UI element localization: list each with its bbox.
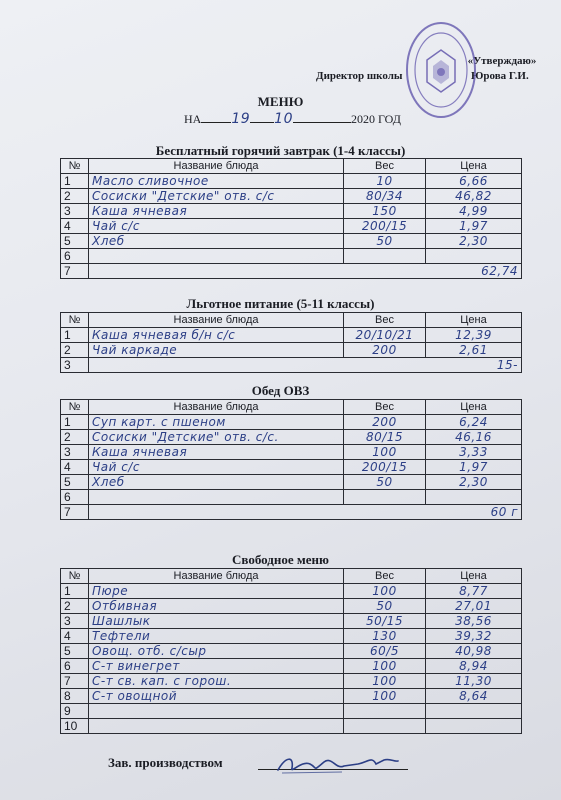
row-num: 4 bbox=[61, 219, 89, 234]
table-breakfast bbox=[60, 158, 522, 279]
dish-name: Хлеб bbox=[89, 475, 344, 490]
dish-name: Сосиски "Детские" отв. с/с. bbox=[89, 430, 344, 445]
col-num: № bbox=[61, 313, 89, 328]
table-row bbox=[61, 415, 522, 430]
dish-weight: 100 bbox=[344, 674, 426, 689]
dish-price: 46,16 bbox=[426, 430, 522, 445]
dish-name: Отбивная bbox=[89, 599, 344, 614]
section-title-free: Свободное меню bbox=[232, 552, 329, 567]
col-num: № bbox=[61, 400, 89, 415]
dish-price: 2,30 bbox=[426, 475, 522, 490]
dish-name: Чай с/с bbox=[89, 460, 344, 475]
row-num: 1 bbox=[61, 584, 89, 599]
section-total: 60 г bbox=[89, 505, 522, 520]
row-num: 2 bbox=[61, 430, 89, 445]
col-weight: Вес bbox=[344, 569, 426, 584]
dish-price: 38,56 bbox=[426, 614, 522, 629]
row-num: 5 bbox=[61, 234, 89, 249]
row-num: 1 bbox=[61, 174, 89, 189]
table-row bbox=[61, 174, 522, 189]
dish-price: 2,30 bbox=[426, 234, 522, 249]
table-row bbox=[61, 490, 522, 505]
date-suffix: 2020 ГОД bbox=[351, 112, 401, 126]
date-day: 19 bbox=[231, 111, 251, 127]
row-num: 2 bbox=[61, 599, 89, 614]
table-row bbox=[61, 689, 522, 704]
dish-name: Тефтели bbox=[89, 629, 344, 644]
dish-name: Пюре bbox=[89, 584, 344, 599]
dish-price: 2,61 bbox=[426, 343, 522, 358]
table-row bbox=[61, 189, 522, 204]
table-row bbox=[61, 204, 522, 219]
col-price: Цена bbox=[426, 313, 522, 328]
row-num: 7 bbox=[61, 674, 89, 689]
dish-name: С-т овощной bbox=[89, 689, 344, 704]
table-row bbox=[61, 328, 522, 343]
menu-title: МЕНЮ bbox=[257, 94, 304, 109]
section-total: 62,74 bbox=[89, 264, 522, 279]
menu-date-line bbox=[184, 110, 401, 127]
dish-name: Шашлык bbox=[89, 614, 344, 629]
dish-weight: 80/34 bbox=[344, 189, 426, 204]
dish-weight: 50 bbox=[344, 234, 426, 249]
table-row bbox=[61, 358, 522, 373]
section-title-subsidized: Льготное питание (5-11 классы) bbox=[186, 296, 375, 311]
dish-name: Сосиски "Детские" отв. с/с bbox=[89, 189, 344, 204]
dish-price: 40,98 bbox=[426, 644, 522, 659]
row-num: 5 bbox=[61, 644, 89, 659]
table-row bbox=[61, 614, 522, 629]
row-num: 3 bbox=[61, 204, 89, 219]
table-row bbox=[61, 704, 522, 719]
dish-weight: 150 bbox=[344, 204, 426, 219]
table-row bbox=[61, 234, 522, 249]
dish-name: Овощ. отб. с/сыр bbox=[89, 644, 344, 659]
dish-name: Хлеб bbox=[89, 234, 344, 249]
section-title-ovz: Обед ОВЗ bbox=[251, 383, 310, 398]
table-row bbox=[61, 644, 522, 659]
row-num: 10 bbox=[61, 719, 89, 734]
dish-weight: 80/15 bbox=[344, 430, 426, 445]
dish-weight: 60/5 bbox=[344, 644, 426, 659]
dish-weight: 130 bbox=[344, 629, 426, 644]
col-price: Цена bbox=[426, 400, 522, 415]
dish-weight: 100 bbox=[344, 584, 426, 599]
col-num: № bbox=[61, 569, 89, 584]
director-name: Юрова Г.И. bbox=[471, 70, 529, 82]
table-row bbox=[61, 264, 522, 279]
table-ovz bbox=[60, 399, 522, 520]
dish-price: 1,97 bbox=[426, 460, 522, 475]
table-row bbox=[61, 460, 522, 475]
row-num: 1 bbox=[61, 328, 89, 343]
dish-price: 8,94 bbox=[426, 659, 522, 674]
table-row bbox=[61, 659, 522, 674]
dish-price: 8,64 bbox=[426, 689, 522, 704]
dish-weight: 50 bbox=[344, 475, 426, 490]
col-dish: Название блюда bbox=[89, 400, 344, 415]
col-dish: Название блюда bbox=[89, 159, 344, 174]
approve-label: «Утверждаю» bbox=[467, 55, 537, 67]
dish-weight: 200/15 bbox=[344, 219, 426, 234]
row-num: 6 bbox=[61, 249, 89, 264]
row-num: 3 bbox=[61, 445, 89, 460]
dish-name: С-т св. кап. с горош. bbox=[89, 674, 344, 689]
section-title-breakfast: Бесплатный горячий завтрак (1-4 классы) bbox=[155, 143, 406, 158]
row-num: 2 bbox=[61, 189, 89, 204]
row-num: 6 bbox=[61, 490, 89, 505]
dish-price: 6,24 bbox=[426, 415, 522, 430]
row-num: 9 bbox=[61, 704, 89, 719]
table-row bbox=[61, 430, 522, 445]
table-row bbox=[61, 719, 522, 734]
dish-weight: 200 bbox=[344, 343, 426, 358]
dish-weight: 100 bbox=[344, 659, 426, 674]
table-row bbox=[61, 343, 522, 358]
dish-weight: 200 bbox=[344, 415, 426, 430]
table-free bbox=[60, 568, 522, 734]
col-price: Цена bbox=[426, 159, 522, 174]
col-dish: Название блюда bbox=[89, 569, 344, 584]
row-num: 3 bbox=[61, 358, 89, 373]
row-num: 7 bbox=[61, 505, 89, 520]
dish-price: 12,39 bbox=[426, 328, 522, 343]
dish-weight: 10 bbox=[344, 174, 426, 189]
dish-name: Чай каркаде bbox=[89, 343, 344, 358]
dish-name: Каша ячневая bbox=[89, 204, 344, 219]
dish-weight: 100 bbox=[344, 445, 426, 460]
col-weight: Вес bbox=[344, 159, 426, 174]
dish-weight: 200/15 bbox=[344, 460, 426, 475]
dish-weight: 50 bbox=[344, 599, 426, 614]
table-row bbox=[61, 249, 522, 264]
table-row bbox=[61, 674, 522, 689]
date-prefix: НА bbox=[184, 112, 202, 126]
dish-name: Каша ячневая б/н с/с bbox=[89, 328, 344, 343]
row-num: 4 bbox=[61, 460, 89, 475]
dish-weight: 50/15 bbox=[344, 614, 426, 629]
signature-icon bbox=[272, 752, 402, 778]
dish-price: 8,77 bbox=[426, 584, 522, 599]
dish-name: Каша ячневая bbox=[89, 445, 344, 460]
col-dish: Название блюда bbox=[89, 313, 344, 328]
dish-price: 6,66 bbox=[426, 174, 522, 189]
table-row bbox=[61, 475, 522, 490]
table-row bbox=[61, 599, 522, 614]
col-weight: Вес bbox=[344, 313, 426, 328]
dish-price: 39,32 bbox=[426, 629, 522, 644]
date-month: 10 bbox=[274, 111, 293, 127]
row-num: 7 bbox=[61, 264, 89, 279]
dish-name: Суп карт. с пшеном bbox=[89, 415, 344, 430]
dish-weight: 100 bbox=[344, 689, 426, 704]
director-label: Директор школы bbox=[316, 70, 403, 82]
table-subsidized bbox=[60, 312, 522, 373]
row-num: 5 bbox=[61, 475, 89, 490]
dish-price: 27,01 bbox=[426, 599, 522, 614]
section-total: 15- bbox=[89, 358, 522, 373]
row-num: 1 bbox=[61, 415, 89, 430]
row-num: 8 bbox=[61, 689, 89, 704]
table-row bbox=[61, 505, 522, 520]
production-manager-label: Зав. производством bbox=[108, 755, 223, 770]
dish-name: С-т винегрет bbox=[89, 659, 344, 674]
dish-price: 4,99 bbox=[426, 204, 522, 219]
dish-name: Масло сливочное bbox=[89, 174, 344, 189]
dish-name: Чай с/с bbox=[89, 219, 344, 234]
dish-price: 11,30 bbox=[426, 674, 522, 689]
row-num: 3 bbox=[61, 614, 89, 629]
table-row bbox=[61, 629, 522, 644]
dish-price: 1,97 bbox=[426, 219, 522, 234]
row-num: 2 bbox=[61, 343, 89, 358]
table-row bbox=[61, 445, 522, 460]
col-num: № bbox=[61, 159, 89, 174]
row-num: 6 bbox=[61, 659, 89, 674]
row-num: 4 bbox=[61, 629, 89, 644]
table-row bbox=[61, 219, 522, 234]
dish-price: 46,82 bbox=[426, 189, 522, 204]
table-row bbox=[61, 584, 522, 599]
dish-weight: 20/10/21 bbox=[344, 328, 426, 343]
col-price: Цена bbox=[426, 569, 522, 584]
dish-price: 3,33 bbox=[426, 445, 522, 460]
col-weight: Вес bbox=[344, 400, 426, 415]
